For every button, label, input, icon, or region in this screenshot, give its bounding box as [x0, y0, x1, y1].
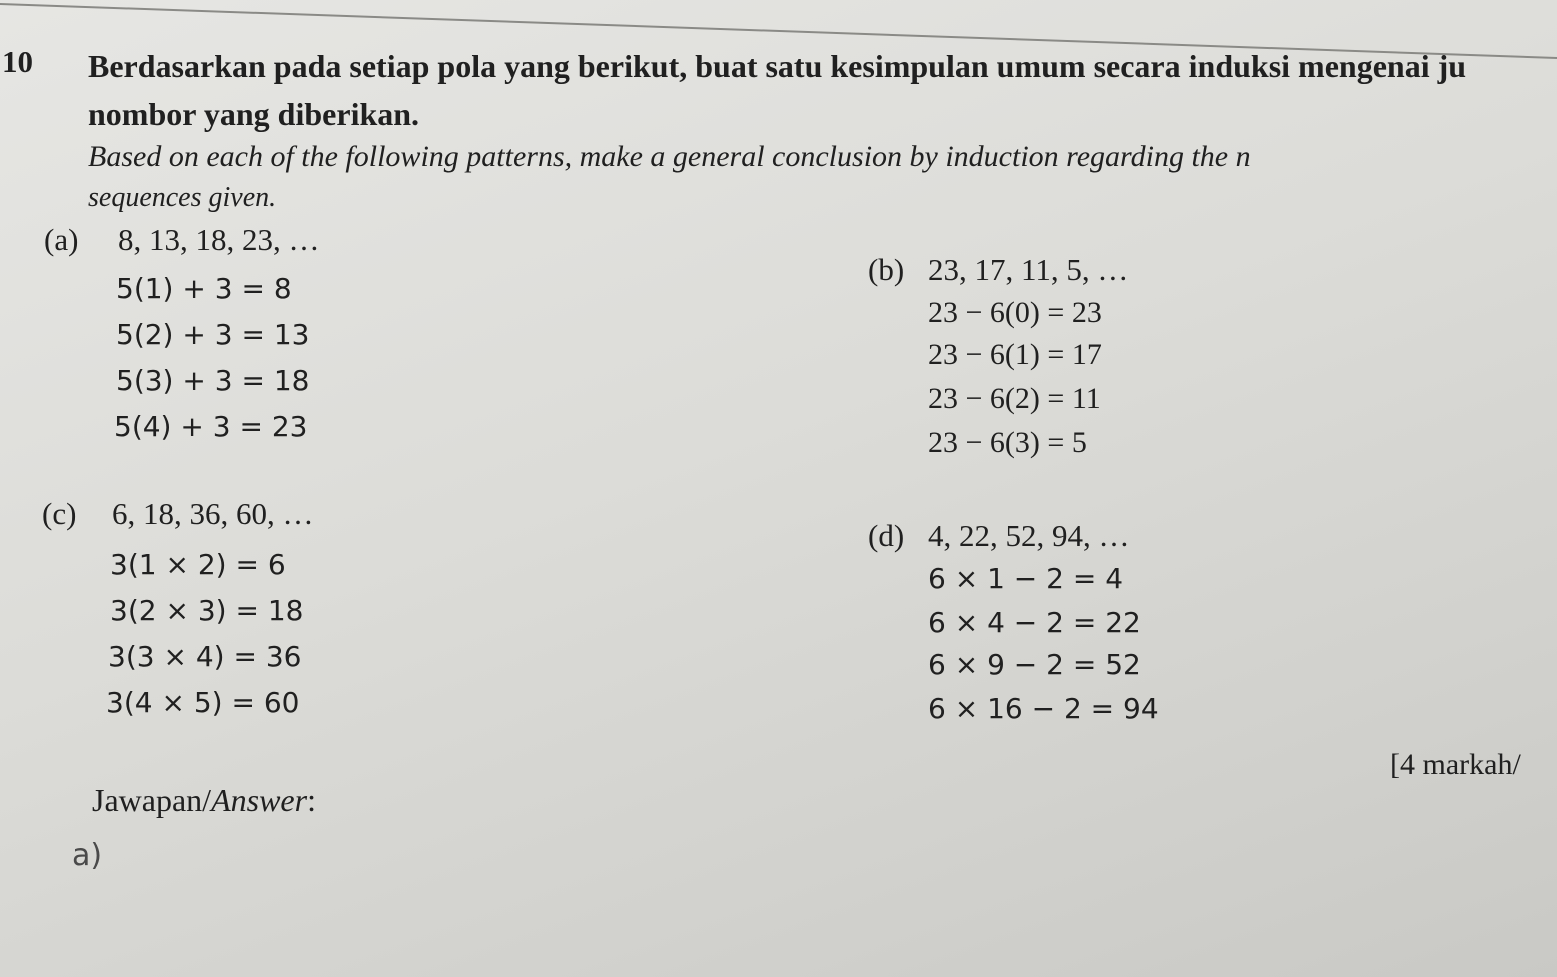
- part-c-step-2: 3(2 × 3) = 18: [110, 594, 304, 627]
- question-malay-line-1: Berdasarkan pada setiap pola yang berikut, buat satu kesimpulan umum secara induksi mengenai ju: [88, 48, 1467, 84]
- answer-label: [92, 782, 316, 819]
- part-b-sequence: 23, 17, 11, 5, …: [928, 252, 1129, 287]
- part-a-label: (a): [44, 222, 79, 257]
- part-c-step-1: 3(1 × 2) = 6: [110, 548, 286, 581]
- part-d-sequence: 4, 22, 52, 94, …: [928, 518, 1130, 553]
- question-english-line-1: Based on each of the following patterns, make a general conclusion by induction regarding the n: [88, 140, 1251, 173]
- part-a-step-3: 5(3) + 3 = 18: [116, 364, 310, 397]
- handwritten-answer-start[interactable]: a): [72, 838, 103, 873]
- part-c-step-4: 3(4 × 5) = 60: [106, 686, 300, 719]
- answer-label-colon: :: [307, 782, 316, 818]
- part-b-step-4: 23 − 6(3) = 5: [928, 426, 1087, 459]
- part-d-step-1: 6 × 1 − 2 = 4: [928, 562, 1124, 595]
- question-malay-line-2: nombor yang diberikan.: [88, 96, 420, 132]
- question-english-line-2: sequences given.: [88, 182, 277, 213]
- answer-label-malay: Jawapan/: [92, 782, 212, 818]
- part-a-step-4: 5(4) + 3 = 23: [114, 410, 308, 443]
- part-d-step-4: 6 × 16 − 2 = 94: [928, 692, 1159, 725]
- marks-allocation: [4 markah/: [1390, 748, 1521, 781]
- part-b-step-3: 23 − 6(2) = 11: [928, 382, 1101, 415]
- part-a-sequence: 8, 13, 18, 23, …: [118, 222, 320, 257]
- part-a-step-1: 5(1) + 3 = 8: [116, 272, 292, 305]
- part-d-step-3: 6 × 9 − 2 = 52: [928, 648, 1141, 681]
- question-number: 10: [2, 44, 33, 79]
- part-a-step-2: 5(2) + 3 = 13: [116, 318, 310, 351]
- part-b-step-2: 23 − 6(1) = 17: [928, 338, 1102, 371]
- part-c-label: (c): [42, 496, 77, 531]
- part-b-label: (b): [868, 252, 905, 287]
- answer-label-english: Answer: [211, 782, 308, 818]
- part-d-step-2: 6 × 4 − 2 = 22: [928, 606, 1141, 639]
- part-b-step-1: 23 − 6(0) = 23: [928, 296, 1102, 329]
- part-c-step-3: 3(3 × 4) = 36: [108, 640, 302, 673]
- part-d-label: (d): [868, 518, 905, 553]
- part-c-sequence: 6, 18, 36, 60, …: [112, 496, 314, 531]
